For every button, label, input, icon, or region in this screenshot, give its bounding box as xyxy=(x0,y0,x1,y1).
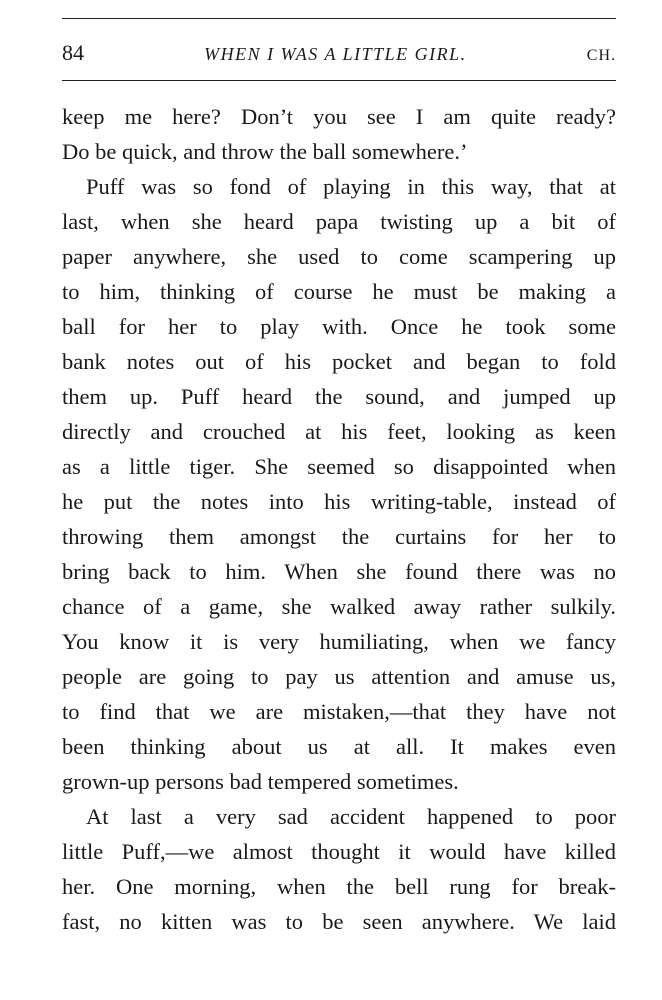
text-line: fast, no kitten was to be seen anywhere. We laid xyxy=(62,909,616,934)
text-line: bank notes out of his pocket and began to fold xyxy=(62,349,616,374)
text-line: them up. Puff heard the sound, and jumped up xyxy=(62,384,616,409)
running-header xyxy=(62,40,616,70)
text-line: he put the notes into his writing-table, instead of xyxy=(62,489,616,514)
text-line: grown-up persons bad tempered sometimes. xyxy=(62,769,459,794)
text-line: bring back to him. When she found there was no xyxy=(62,559,616,584)
header-rule xyxy=(62,80,616,81)
text-line: paper anywhere, she used to come scampering up xyxy=(62,244,616,269)
text-line: directly and crouched at his feet, looking as keen xyxy=(62,419,616,444)
page-number: 84 xyxy=(62,40,84,65)
body-text xyxy=(62,99,616,939)
top-rule xyxy=(62,18,616,19)
text-line: Do be quick, and throw the ball somewhere.’ xyxy=(62,139,468,164)
chapter-abbrev: CH. xyxy=(586,47,616,64)
text-line: people are going to pay us attention and amuse us, xyxy=(62,664,616,689)
text-line: last, when she heard papa twisting up a bit of xyxy=(62,209,616,234)
text-line: to find that we are mistaken,—that they have not xyxy=(62,699,616,724)
text-line: At last a very sad accident happened to poor xyxy=(86,804,616,829)
text-line: been thinking about us at all. It makes even xyxy=(62,734,616,759)
text-line: little Puff,—we almost thought it would have killed xyxy=(62,839,616,864)
paragraph xyxy=(62,169,616,799)
text-line: keep me here? Don’t you see I am quite ready? xyxy=(62,104,616,129)
running-title: WHEN I WAS A LITTLE GIRL. xyxy=(204,44,467,64)
text-line: ball for her to play with. Once he took some xyxy=(62,314,616,339)
text-line: her. One morning, when the bell rung for break- xyxy=(62,874,616,899)
text-line: throwing them amongst the curtains for her to xyxy=(62,524,616,549)
paragraph xyxy=(62,799,616,939)
text-line: chance of a game, she walked away rather sulkily. xyxy=(62,594,616,619)
text-line: to him, thinking of course he must be making a xyxy=(62,279,616,304)
text-line: as a little tiger. She seemed so disappointed when xyxy=(62,454,616,479)
text-line: You know it is very humiliating, when we fancy xyxy=(62,629,616,654)
text-line: Puff was so fond of playing in this way, that at xyxy=(86,174,616,199)
paragraph xyxy=(62,99,616,169)
